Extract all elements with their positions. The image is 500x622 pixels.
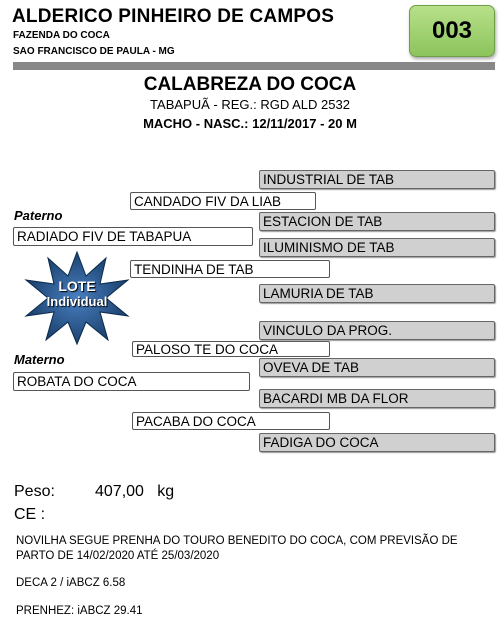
owner-name: ALDERICO PINHEIRO DE CAMPOS xyxy=(12,6,335,27)
dam-box: ROBATA DO COCA xyxy=(13,372,250,391)
sire-box: RADIADO FIV DE TABAPUA xyxy=(13,227,253,246)
deca-note: DECA 2 / iABCZ 6.58 xyxy=(16,577,126,589)
ggp-box: LAMURIA DE TAB xyxy=(259,284,495,303)
paterno-label: Paterno xyxy=(14,208,63,223)
dam-sire-box: PALOSO TE DO COCA xyxy=(132,341,330,357)
ggp-box: ILUMINISMO DE TAB xyxy=(259,238,495,257)
ce-label: CE : xyxy=(14,506,46,523)
individual-label: Individual xyxy=(46,294,108,309)
sire-dam-box: TENDINHA DE TAB xyxy=(130,260,330,278)
sex-birth-line: MACHO - NASC.: 12/11/2017 - 20 M xyxy=(143,116,357,131)
farm-name: FAZENDA DO COCA xyxy=(13,30,110,41)
animal-name: CALABREZA DO COCA xyxy=(143,74,357,95)
prenhez-note: PRENHEZ: iABCZ 29.41 xyxy=(16,605,143,617)
dam-dam-box: PACABA DO COCA xyxy=(132,412,330,430)
lote-star-text xyxy=(22,278,132,309)
weight-label: Peso: xyxy=(14,483,55,500)
header-divider xyxy=(13,62,495,70)
city-name: SAO FRANCISCO DE PAULA - MG xyxy=(13,46,175,57)
ggp-box: BACARDI MB DA FLOR xyxy=(259,389,495,408)
ggp-box: ESTACION DE TAB xyxy=(259,212,495,231)
lot-number-badge: 003 xyxy=(409,5,495,57)
ggp-box: FADIGA DO COCA xyxy=(259,433,495,452)
ggp-box: VINCULO DA PROG. xyxy=(259,321,495,340)
registration-line: TABAPUÃ - REG.: RGD ALD 2532 xyxy=(150,97,350,112)
pregnancy-note: NOVILHA SEGUE PRENHA DO TOURO BENEDITO DO COCA, COM PREVISÃO DE PARTO DE 14/02/2020 ATÉ 25/03/2020 xyxy=(16,535,458,562)
lote-label: LOTE xyxy=(58,278,96,294)
ggp-box: INDUSTRIAL DE TAB xyxy=(259,170,495,189)
ggp-box: OVEVA DE TAB xyxy=(259,358,495,377)
weight-value: 407,00 kg xyxy=(95,483,175,500)
sire-sire-box: CANDADO FIV DA LIAB xyxy=(130,192,316,210)
materno-label: Materno xyxy=(14,352,65,367)
